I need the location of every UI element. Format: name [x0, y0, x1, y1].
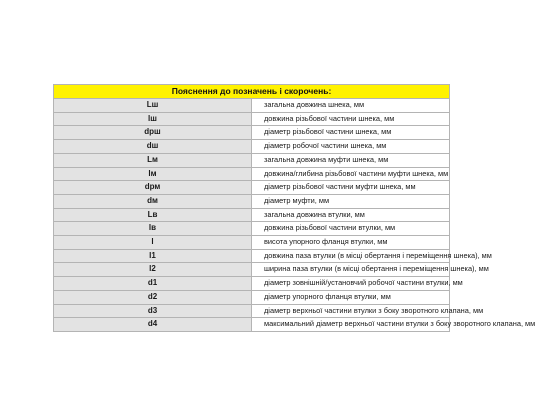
legend-row [54, 290, 450, 304]
legend-description: діаметр робочої частини шнека, мм [252, 140, 450, 154]
legend-description: діаметр упорного фланця втулки, мм [252, 290, 450, 304]
legend-symbol: Lв [54, 208, 252, 222]
legend-description: довжина паза втулки (в місці обертання і переміщення шнека), мм [252, 249, 450, 263]
legend-description: загальна довжина муфти шнека, мм [252, 153, 450, 167]
legend-symbol: Lм [54, 153, 252, 167]
legend-description: ширина паза втулки (в місці обертання і переміщення шнека), мм [252, 263, 450, 277]
legend-row [54, 167, 450, 181]
legend-symbol: Lш [54, 99, 252, 113]
legend-row [54, 222, 450, 236]
legend-row [54, 194, 450, 208]
legend-row [54, 263, 450, 277]
legend-row [54, 99, 450, 113]
legend-description: діаметр верхньої частини втулки з боку зворотного клапана, мм [252, 304, 450, 318]
legend-row [54, 181, 450, 195]
legend-symbol: d1 [54, 277, 252, 291]
legend-symbol: l [54, 236, 252, 250]
legend-row [54, 304, 450, 318]
legend-symbol: d4 [54, 318, 252, 332]
legend-description: діаметр муфти, мм [252, 194, 450, 208]
legend-description: діаметр різьбової частини шнека, мм [252, 126, 450, 140]
legend-symbol: l2 [54, 263, 252, 277]
legend-symbol: l1 [54, 249, 252, 263]
legend-row [54, 126, 450, 140]
legend-symbol: dш [54, 140, 252, 154]
legend-symbol: d3 [54, 304, 252, 318]
legend-description: довжина різьбової частини шнека, мм [252, 112, 450, 126]
legend-table [53, 84, 535, 332]
legend-description: загальна довжина шнека, мм [252, 99, 450, 113]
legend-description: довжина різьбової частини втулки, мм [252, 222, 450, 236]
legend-symbol: lв [54, 222, 252, 236]
legend-row [54, 236, 450, 250]
legend-description: діаметр різьбової частини муфти шнека, мм [252, 181, 450, 195]
legend-row [54, 208, 450, 222]
legend-description: діаметр зовнішній/установчий робочої частини втулки, мм [252, 277, 450, 291]
legend-symbol: d2 [54, 290, 252, 304]
legend-body [54, 99, 535, 332]
legend-row [54, 153, 450, 167]
legend-header-row [54, 85, 450, 99]
legend-symbol: dрш [54, 126, 252, 140]
legend-container [53, 84, 535, 332]
legend-symbol: dм [54, 194, 252, 208]
legend-symbol: dрм [54, 181, 252, 195]
legend-description: висота упорного фланця втулки, мм [252, 236, 450, 250]
legend-symbol: lш [54, 112, 252, 126]
legend-row [54, 277, 450, 291]
legend-description: максимальний діаметр верхньої частини втулки з боку зворотного клапана, мм [252, 318, 450, 332]
legend-symbol: lм [54, 167, 252, 181]
legend-title: Пояснення до позначень і скорочень: [54, 85, 450, 99]
legend-description: довжина/глибина різьбової частини муфти шнека, мм [252, 167, 450, 181]
legend-row [54, 140, 450, 154]
legend-row [54, 112, 450, 126]
legend-row [54, 318, 450, 332]
legend-row [54, 249, 450, 263]
legend-description: загальна довжина втулки, мм [252, 208, 450, 222]
